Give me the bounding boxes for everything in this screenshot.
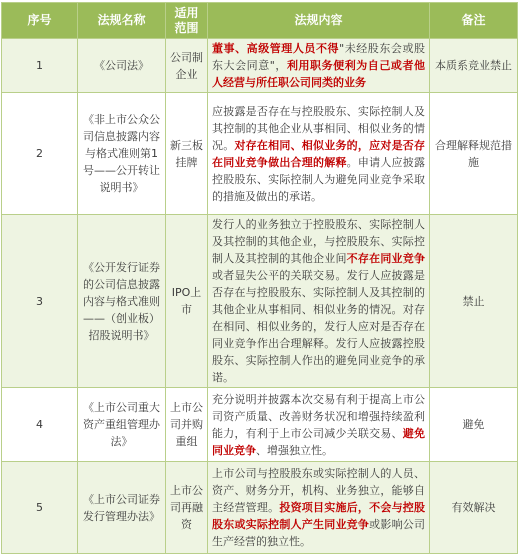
content-segment: 不存在同业竞争 — [346, 252, 426, 265]
note: 避免 — [430, 388, 518, 462]
table-row — [2, 39, 518, 93]
scope: 新三板挂牌 — [166, 93, 208, 215]
content-segment: 充分说明并披露本次交易有利于提高上市公司资产质量、改善财务状况和增强持续盈利能力，有利于上市公司减少关联交易、 — [212, 392, 425, 440]
content-segment: 或者显失公平的关联交易。发行人应披露是否存在与控股股东、实际控制人及其控制的其他企业从事相同、相似业务的情况。对存在相同、相似业务的，发行人应对是否存在同业竞争作出合理解释。发行人应披露控股股东、实际控制人作出的避免同业竞争的承诺。 — [212, 269, 425, 384]
content-segment: 投资项目实施后，不会与控股股东或实际控制人产生同业竞争 — [212, 501, 426, 531]
table-row — [2, 388, 518, 462]
table-row — [2, 93, 518, 215]
header-law-name: 法规名称 — [78, 3, 166, 39]
content-segment: 或影响公司生产经营的独立性。 — [212, 518, 426, 548]
law-comparison-table — [1, 2, 518, 554]
row-number: 3 — [2, 215, 78, 388]
content-segment: 董事、高级管理人员不得 — [212, 42, 340, 55]
law-name: 《公开发行证券的公司信息披露内容与格式准则——（创业板）招股说明书》 — [78, 215, 166, 388]
note: 合理解释规范措施 — [430, 93, 518, 215]
law-name: 《公司法》 — [78, 39, 166, 93]
row-number: 2 — [2, 93, 78, 215]
law-content — [208, 39, 430, 93]
content-segment: 对存在相同、相似业务的，应对是否存在同业竞争做出合理的解释 — [212, 138, 426, 169]
note: 本质系竞业禁止 — [430, 39, 518, 93]
content-segment: 发行人的业务独立于控股股东、实际控制人及其控制的其他企业，与控股股东、实际控制人及其控制的其他企业间 — [212, 218, 425, 265]
law-name: 《上市公司重大资产重组管理办法》 — [78, 388, 166, 462]
content-segment: 。申请人应披露控股股东、实际控制人为避免同业竞争采取的措施及做出的承诺。 — [212, 155, 426, 203]
row-number: 5 — [2, 462, 78, 554]
law-content — [208, 462, 430, 554]
law-name: 《非上市公众公司信息披露内容与格式准则第1号——公开转让说明书》 — [78, 93, 166, 215]
law-content — [208, 388, 430, 462]
content-segment: 、增强独立性。 — [256, 443, 333, 457]
law-name: 《上市公司证券发行管理办法》 — [78, 462, 166, 554]
row-number: 1 — [2, 39, 78, 93]
table-row — [2, 215, 518, 388]
scope: 上市公司再融资 — [166, 462, 208, 554]
content-segment: 上市公司与控股股东或实际控制人的人员、资产、财务分开，机构、业务独立，能够自主经营管理。 — [212, 467, 425, 514]
row-number: 4 — [2, 388, 78, 462]
law-content — [208, 215, 430, 388]
table-row — [2, 462, 518, 554]
scope: 公司制企业 — [166, 39, 208, 93]
content-segment: 应披露是否存在与控股股东、实际控制人及其控制的其他企业从事相同、相似业务的情况。 — [212, 104, 425, 152]
content-segment: "未经股东会或股东大会同意"， — [212, 42, 426, 72]
note: 有效解决 — [430, 462, 518, 554]
scope: IPO上市 — [166, 215, 208, 388]
note: 禁止 — [430, 215, 518, 388]
content-segment: 利用职务便利为自己或者他人经营与所任职公司同类的业务 — [212, 59, 426, 89]
header-no: 序号 — [2, 3, 78, 39]
header-scope: 适用范围 — [166, 3, 208, 39]
law-content — [208, 93, 430, 215]
header-content: 法规内容 — [208, 3, 430, 39]
content-segment: 避免同业竞争 — [212, 426, 426, 457]
scope: 上市公司并购重组 — [166, 388, 208, 462]
header-note: 备注 — [430, 3, 518, 39]
header-row — [2, 3, 518, 39]
